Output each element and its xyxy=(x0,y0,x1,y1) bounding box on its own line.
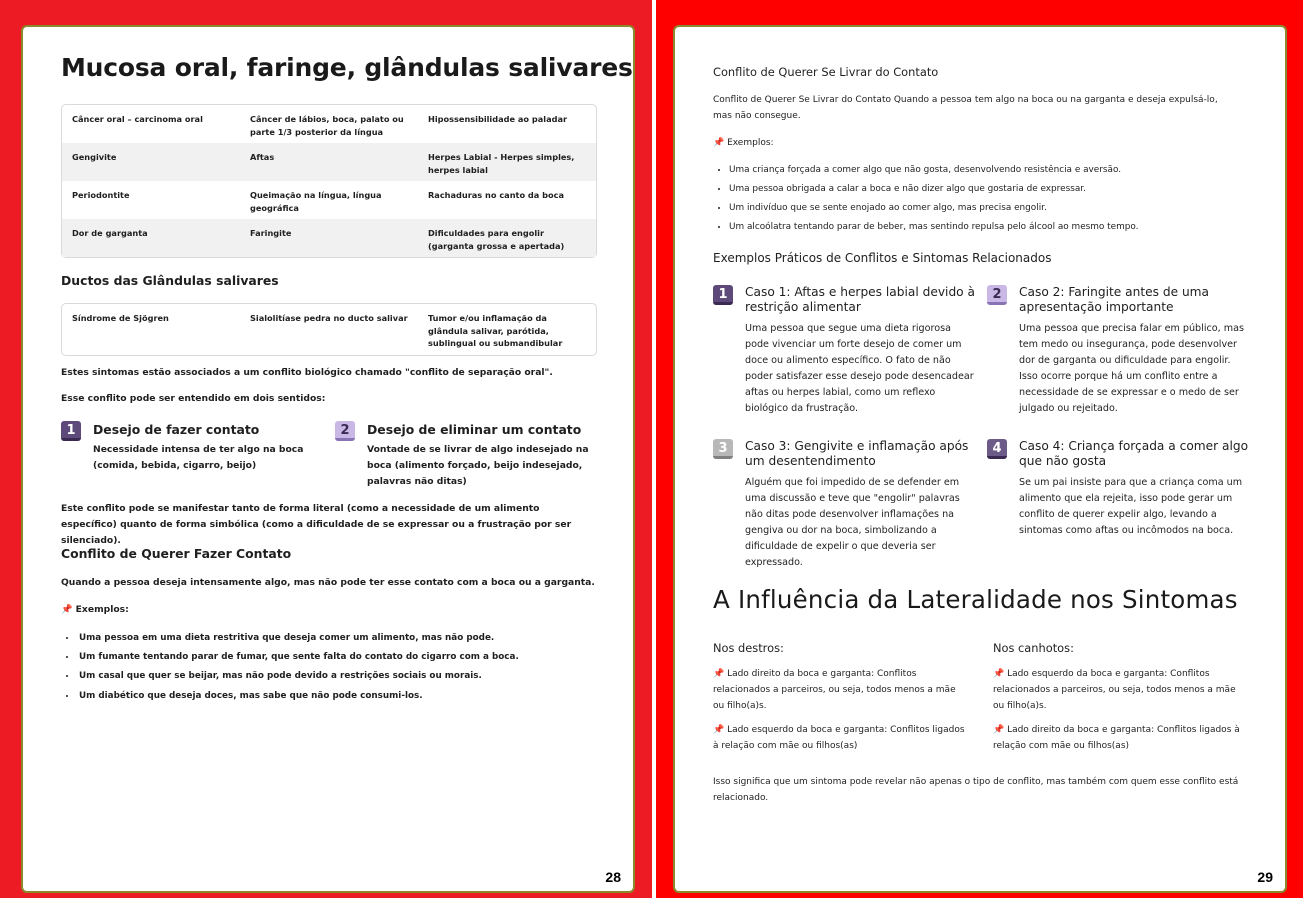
table-cell: Tumor e/ou inflamação da glândula salivar, parótida, sublingual ou submandibular xyxy=(428,313,563,348)
sense-card-1 xyxy=(61,419,311,471)
table-cell: Câncer oral – carcinoma oral xyxy=(72,114,203,124)
number-2-badge: 2 xyxy=(335,421,355,441)
number-1-badge: 1 xyxy=(61,421,81,441)
ducts-heading: Ductos das Glândulas salivares xyxy=(61,273,279,288)
right-handed-item-2: 📌 Lado esquerdo da boca e garganta: Conflitos ligados à relação com mãe ou filhos(as) xyxy=(713,725,965,751)
left-handed-heading: Nos canhotos: xyxy=(993,641,1074,655)
case-3-body: Alguém que foi impedido de se defender em uma discussão e teve que "engolir" palavras não ditas pode desenvolver inflamações na gengiva ou dor na boca, simbolizando a dificuldade de expelir o que deveria ser expressado. xyxy=(745,477,960,568)
list-item: • Um alcoólatra tentando parar de beber, mas sentindo repulsa pelo álcool ao mesmo tempo. xyxy=(729,218,1259,237)
table-row xyxy=(62,304,596,355)
examples-list xyxy=(61,629,607,706)
paragraph-1: Conflito de Querer Se Livrar do Contato Quando a pessoa tem algo na boca ou na garganta e deseja expulsá-lo, mas não consegue. xyxy=(713,95,1218,121)
table-cell: Queimação na língua, língua geográfica xyxy=(250,190,382,213)
table-cell: Síndrome de Sjögren xyxy=(72,313,169,323)
case-card-3 xyxy=(713,437,975,568)
table-cell: Faringite xyxy=(240,219,418,257)
case-2-body: Uma pessoa que precisa falar em público, mas tem medo ou insegurança, pode desenvolver dor de garganta ou dificuldade para engolir. Isso ocorre porque há um conflito entre a necessidade de se expressar e o medo de ser julgado ou rejeitado. xyxy=(1019,323,1244,414)
sense-1-title: Desejo de fazer contato xyxy=(93,422,260,437)
number-1-badge: 1 xyxy=(713,285,733,305)
case-4-title: Caso 4: Criança forçada a comer algo que não gosta xyxy=(1019,439,1249,468)
sense-card-2 xyxy=(335,419,597,487)
list-item: • Um indivíduo que se sente enojado ao comer algo, mas precisa engolir. xyxy=(729,199,1259,218)
paragraph-3: Este conflito pode se manifestar tanto de forma literal (como a necessidade de um alimento específico) quanto de forma simbólica (como a dificuldade de se expressar ou a frustração por ser silenciado). xyxy=(61,503,572,546)
section-heading: Conflito de Querer Se Livrar do Contato xyxy=(713,65,939,79)
examples-label: 📌 Exemplos: xyxy=(61,604,129,615)
paragraph-4: Quando a pessoa deseja intensamente algo, mas não pode ter esse contato com a boca ou a garganta. xyxy=(61,577,595,588)
laterality-title: A Influência da Lateralidade nos Sintomas xyxy=(713,585,1238,614)
table-row xyxy=(62,143,596,181)
right-handed-heading: Nos destros: xyxy=(713,641,784,655)
table-cell: Sialolitíase pedra no ducto salivar xyxy=(250,313,408,323)
page-29 xyxy=(673,25,1287,893)
sense-2-body: Vontade de se livrar de algo indesejado na boca (alimento forçado, beijo indesejado, palavras não ditas) xyxy=(367,444,589,487)
left-handed-item-2: 📌 Lado direito da boca e garganta: Conflitos ligados à relação com mãe ou filhos(as) xyxy=(993,725,1240,751)
table-cell: Hipossensibilidade ao paladar xyxy=(428,114,568,124)
left-handed-item-1: 📌 Lado esquerdo da boca e garganta: Conflitos relacionados a parceiros, ou seja, todos menos a mãe ou filho(a)s. xyxy=(993,669,1236,711)
table-cell: Gengivite xyxy=(62,143,240,181)
page-28 xyxy=(21,25,635,893)
case-4-body: Se um pai insiste para que a criança coma um alimento que ela rejeita, isso pode gerar um conflito de querer expelir algo, levando a sintomas como aftas ou incômodos na boca. xyxy=(1019,477,1243,536)
examples-list xyxy=(713,161,1259,237)
case-card-1 xyxy=(713,283,975,414)
table-row xyxy=(62,219,596,257)
case-card-4 xyxy=(987,437,1249,536)
table-cell: Dor de garganta xyxy=(62,219,240,257)
right-handed-item-1: 📌 Lado direito da boca e garganta: Conflitos relacionados a parceiros, ou seja, todos menos a mãe ou filho(a)s. xyxy=(713,669,956,711)
page-title: Mucosa oral, faringe, glândulas salivares xyxy=(61,53,633,82)
number-2-badge: 2 xyxy=(987,285,1007,305)
case-3-title: Caso 3: Gengivite e inflamação após um desentendimento xyxy=(745,439,969,468)
ducts-table xyxy=(61,303,597,356)
list-item: • Um fumante tentando parar de fumar, que sente falta do contato do cigarro com a boca. xyxy=(77,648,607,667)
list-item: • Uma criança forçada a comer algo que não gosta, desenvolvendo resistência e aversão. xyxy=(729,161,1259,180)
table-cell: Câncer de lábios, boca, palato ou parte 1/3 posterior da língua xyxy=(250,114,404,137)
case-2-title: Caso 2: Faringite antes de uma apresentação importante xyxy=(1019,285,1210,314)
section-heading: Conflito de Querer Fazer Contato xyxy=(61,546,292,561)
number-4-badge: 4 xyxy=(987,439,1007,459)
table-row xyxy=(62,105,596,143)
table-row xyxy=(62,181,596,219)
sense-1-body: Necessidade intensa de ter algo na boca (comida, bebida, cigarro, beijo) xyxy=(93,444,304,471)
table-cell: Herpes Labial - Herpes simples, herpes labial xyxy=(418,143,596,181)
practical-examples-heading: Exemplos Práticos de Conflitos e Sintomas Relacionados xyxy=(713,251,1052,265)
number-3-badge: 3 xyxy=(713,439,733,459)
list-item: • Um casal que quer se beijar, mas não pode devido a restrições sociais ou morais. xyxy=(77,667,607,686)
sense-2-title: Desejo de eliminar um contato xyxy=(367,422,582,437)
case-card-2 xyxy=(987,283,1249,414)
symptoms-table xyxy=(61,104,597,258)
paragraph-1: Estes sintomas estão associados a um conflito biológico chamado "conflito de separação oral". xyxy=(61,367,553,378)
table-cell: Aftas xyxy=(240,143,418,181)
examples-label: 📌 Exemplos: xyxy=(713,138,774,148)
table-cell: Rachaduras no canto da boca xyxy=(428,190,565,200)
closing-paragraph: Isso significa que um sintoma pode revelar não apenas o tipo de conflito, mas também com quem esse conflito está relacionado. xyxy=(713,777,1239,803)
page-number: 29 xyxy=(1257,869,1273,885)
table-cell: Dificuldades para engolir (garganta grossa e apertada) xyxy=(418,219,596,257)
case-1-title: Caso 1: Aftas e herpes labial devido à restrição alimentar xyxy=(745,285,975,314)
page-number: 28 xyxy=(605,869,621,885)
list-item: • Uma pessoa em uma dieta restritiva que deseja comer um alimento, mas não pode. xyxy=(77,629,607,648)
table-cell: Periodontite xyxy=(72,190,130,200)
case-1-body: Uma pessoa que segue uma dieta rigorosa pode vivenciar um forte desejo de comer um doce ou alimento específico. O fato de não poder satisfazer esse desejo pode desencadear aftas ou herpes labial, como um reflexo biológico da frustração. xyxy=(745,323,974,414)
list-item: • Uma pessoa obrigada a calar a boca e não dizer algo que gostaria de expressar. xyxy=(729,180,1259,199)
paragraph-2: Esse conflito pode ser entendido em dois sentidos: xyxy=(61,393,326,404)
list-item: • Um diabético que deseja doces, mas sabe que não pode consumi-los. xyxy=(77,687,607,706)
